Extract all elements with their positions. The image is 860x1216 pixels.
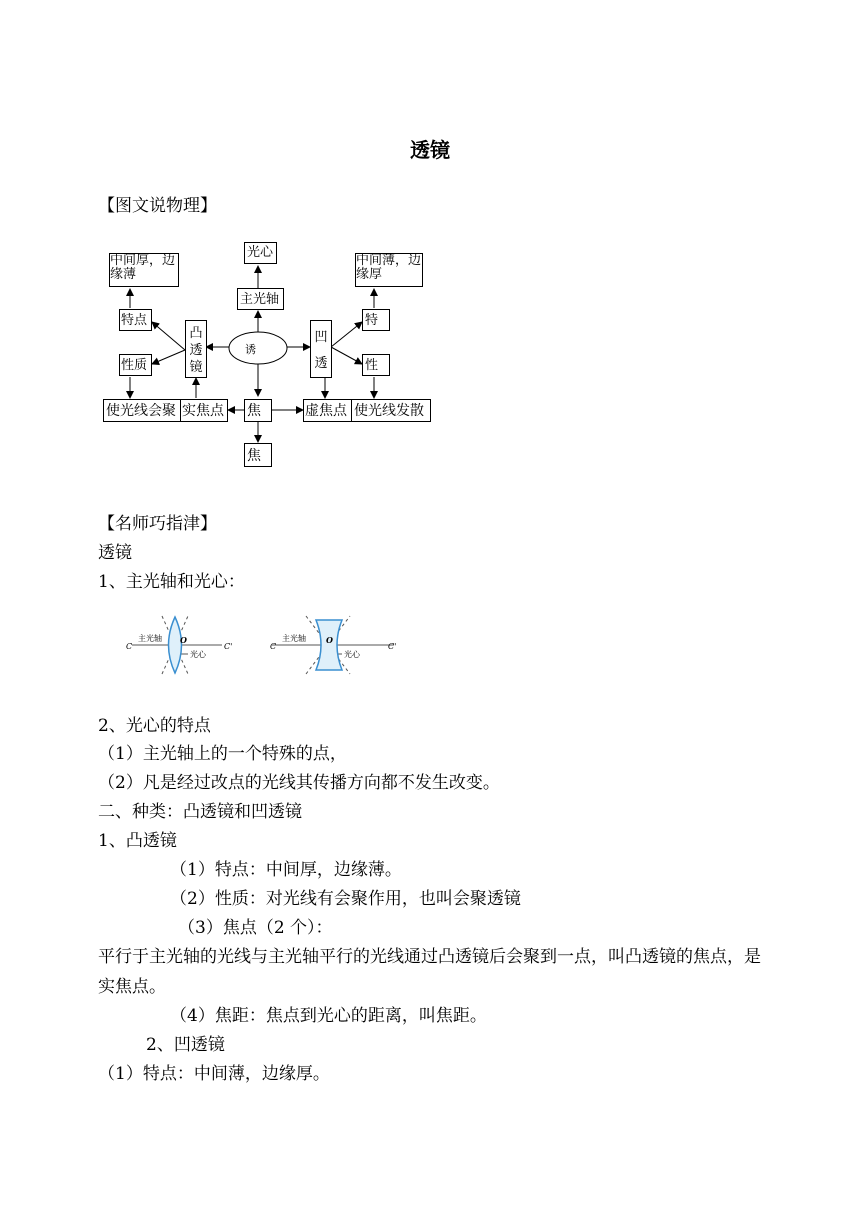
section-heading-diagram: 【图文说物理】 bbox=[98, 196, 217, 216]
text-line: 1、凸透镜 bbox=[98, 831, 177, 851]
diagram-center-ellipse bbox=[229, 332, 287, 364]
box-concave-lens: 凹透 bbox=[310, 320, 332, 378]
box-real-focus: 实焦点 bbox=[180, 399, 228, 422]
text-line: 2、凹透镜 bbox=[146, 1035, 225, 1055]
lens-figure-drawing bbox=[116, 612, 406, 692]
lens-label-c-prime: C' bbox=[388, 642, 397, 651]
text-line: （4）焦距：焦点到光心的距离，叫焦距。 bbox=[170, 1006, 487, 1026]
box-focus: 焦 bbox=[244, 399, 272, 422]
box-feature-right: 特 bbox=[362, 309, 390, 331]
lens-label-center: 光心 bbox=[190, 650, 206, 659]
box-property-right: 性 bbox=[362, 354, 390, 376]
text-line: （1）特点：中间薄，边缘厚。 bbox=[98, 1064, 330, 1084]
text-line: （3）焦点（2 个）： bbox=[178, 918, 333, 938]
box-diverge-light: 使光线发散 bbox=[351, 399, 431, 422]
box-optical-center: 光心 bbox=[244, 242, 277, 264]
lens-label-axis: 主光轴 bbox=[138, 634, 162, 643]
text-line: 1、主光轴和光心： bbox=[98, 572, 245, 592]
text-paragraph: 平行于主光轴的光线与主光轴平行的光线通过凸透镜后会聚到一点，叫凸透镜的焦点，是实焦点。 bbox=[98, 947, 761, 997]
ellipse-label: 诱 bbox=[245, 343, 256, 356]
text-line: （1）特点：中间厚，边缘薄。 bbox=[170, 860, 402, 880]
lens-label-c-prime: C' bbox=[224, 642, 233, 651]
lens-label-o: O bbox=[180, 635, 187, 645]
lens-label-c: C bbox=[270, 642, 277, 651]
convex-lens-shape bbox=[169, 617, 182, 673]
box-virtual-focus: 虚焦点 bbox=[303, 399, 352, 422]
lens-figure bbox=[116, 612, 406, 692]
text-line: （1）主光轴上的一个特殊的点， bbox=[98, 744, 347, 764]
text-line: 2、光心的特点 bbox=[98, 716, 211, 736]
box-convex-lens: 凸透镜 bbox=[185, 320, 207, 378]
box-principal-axis: 主光轴 bbox=[237, 288, 284, 310]
text-line: （2）凡是经过改点的光线其传播方向都不发生改变。 bbox=[98, 773, 500, 793]
box-concave-feature: 中间薄，边缘厚 bbox=[355, 253, 423, 287]
box-converge-light: 使光线会聚 bbox=[103, 399, 181, 422]
text-line: 透镜 bbox=[98, 543, 132, 563]
lens-label-o: O bbox=[326, 635, 333, 645]
lens-label-center: 光心 bbox=[344, 650, 360, 659]
lens-label-axis: 主光轴 bbox=[282, 634, 306, 643]
box-feature-left: 特点 bbox=[119, 309, 152, 331]
page-title: 透镜 bbox=[410, 138, 450, 162]
section-heading-tips: 【名师巧指津】 bbox=[98, 514, 217, 534]
box-focal: 焦 bbox=[244, 443, 272, 467]
box-property-left: 性质 bbox=[119, 354, 152, 376]
lens-label-c: C bbox=[126, 642, 133, 651]
text-line: （2）性质：对光线有会聚作用，也叫会聚透镜 bbox=[170, 889, 521, 909]
box-convex-feature: 中间厚，边缘薄 bbox=[109, 253, 179, 287]
text-line: 二、种类：凸透镜和凹透镜 bbox=[98, 802, 302, 822]
